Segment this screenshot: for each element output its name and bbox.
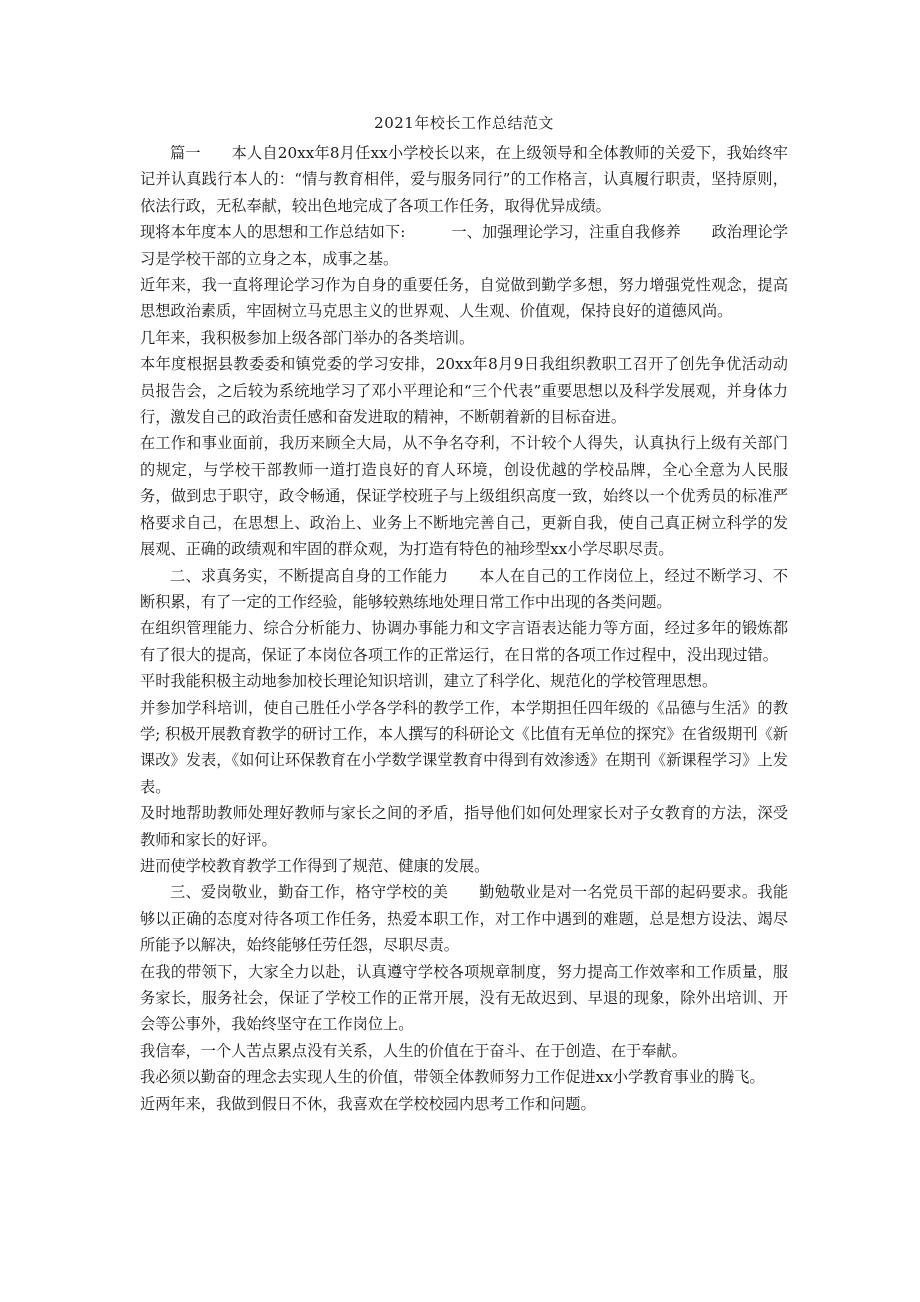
paragraph: 在我的带领下，大家全力以赴，认真遵守学校各项规章制度，努力提高工作效率和工作质量，服务家长，服务社会，保证了学校工作的正常开展，没有无故迟到、早退的现象，除外出培训、开会等公事外，我始终坚守在工作岗位上。	[140, 962, 788, 1034]
paragraph: 并参加学科培训，使自己胜任小学各学科的教学工作，本学期担任四年级的《品德与生活》的教学; 积极开展教育教学的研讨工作，本人撰写的科研论文《比值有无单位的探究》在省级期刊《新课改》发表，《如何让环保教育在小学数学课堂教育中得到有效渗透》在期刊《新课程学习》上发表。	[140, 698, 788, 796]
document-page	[140, 112, 788, 1117]
paragraph: 在工作和事业面前，我历来顾全大局，从不争名夺利，不计较个人得失，认真执行上级有关部门的规定，与学校干部教师一道打造良好的育人环境，创设优越的学校品牌，全心全意为人民服务，做到忠于职守，政令畅通，保证学校班子与上级组织高度一致，始终以一个优秀员的标准严格要求自己，在思想上、政治上、业务上不断地完善自己，更新自我，使自己真正树立科学的发展观、正确的政绩观和牢固的群众观，为打造有特色的袖珍型xx小学尽职尽责。	[140, 434, 788, 559]
paragraph: 近年来，我一直将理论学习作为自身的重要任务，自觉做到勤学多想，努力增强党性观念，提高思想政治素质，牢固树立马克思主义的世界观、人生观、价值观，保持良好的道德风尚。	[140, 276, 788, 321]
paragraph: 三、爱岗敬业，勤奋工作，格守学校的美 勤勉敬业是对一名党员干部的起码要求。我能够以正确的态度对待各项工作任务，热爱本职工作，对工作中遇到的难题，总是想方设法、竭尽所能予以解决，始终能够任劳任怨，尽职尽责。	[140, 883, 788, 955]
paragraph: 近两年来，我做到假日不休，我喜欢在学校校园内思考工作和问题。	[140, 1094, 596, 1113]
paragraph: 几年来，我积极参加上级各部门举办的各类培训。	[140, 328, 475, 347]
paragraph: 进而使学校教育教学工作得到了规范、健康的发展。	[140, 856, 490, 875]
paragraph: 平时我能积极主动地参加校长理论知识培训，建立了科学化、规范化的学校管理思想。	[140, 672, 718, 691]
document-body	[140, 140, 788, 1117]
paragraph: 在组织管理能力、综合分析能力、协调办事能力和文字言语表达能力等方面，经过多年的锻炼都有了很大的提高，保证了本岗位各项工作的正常运行，在日常的各项工作过程中，没出现过错。	[140, 619, 788, 664]
paragraph: 篇一 本人自20xx年8月任xx小学校长以来，在上级领导和全体教师的关爱下，我始终牢记并认真践行本人的：“情与教育相伴，爱与服务同行”的工作格言，认真履行职责，坚持原则，依法行政，无私奉献，较出色地完成了各项工作任务，取得优异成绩。	[140, 144, 788, 215]
paragraph: 我信奉，一个人苦点累点没有关系，人生的价值在于奋斗、在于创造、在于奉献。	[140, 1041, 687, 1060]
paragraph: 二、求真务实，不断提高自身的工作能力 本人在自己的工作岗位上，经过不断学习、不断积累，有了一定的工作经验，能够较熟练地处理日常工作中出现的各类问题。	[140, 566, 788, 611]
paragraph: 现将本年度本人的思想和工作总结如下: 一、加强理论学习，注重自我修养 政治理论学习是学校干部的立身之本，成事之基。	[140, 223, 788, 268]
document-title: 2021年校长工作总结范文	[374, 114, 554, 132]
paragraph: 我必须以勤奋的理念去实现人生的价值，带领全体教师努力工作促进xx小学教育事业的腾飞。	[140, 1068, 765, 1087]
paragraph: 本年度根据县教委委和镇党委的学习安排，20xx年8月9日我组织教职工召开了创先争优活动动员报告会，之后较为系统地学习了邓小平理论和“三个代表”重要思想以及科学发展观，并身体力行，激发自己的政治责任感和奋发进取的精神，不断朝着新的目标奋进。	[140, 355, 788, 427]
paragraph: 及时地帮助教师处理好教师与家长之间的矛盾，指导他们如何处理家长对子女教育的方法，深受教师和家长的好评。	[140, 804, 788, 849]
